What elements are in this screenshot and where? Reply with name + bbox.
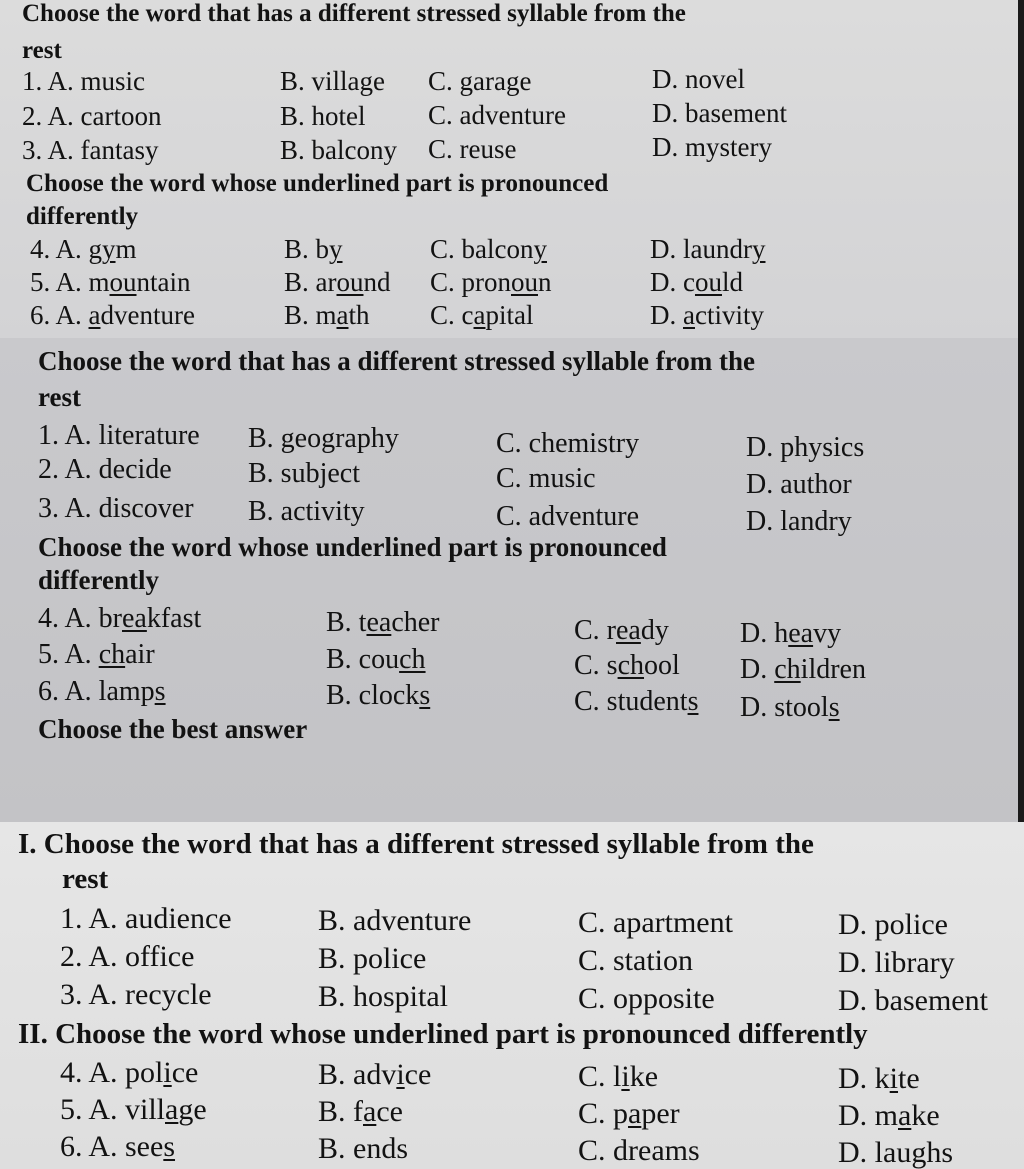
option: B. around [284,267,391,297]
option: B. couch [326,644,426,675]
worksheet-section-1 [0,0,1024,338]
option: D. heavy [740,618,842,649]
option: 3. A. discover [38,493,194,524]
option: C. apartment [578,906,733,939]
option: C. opposite [578,982,715,1015]
option: C. students [574,686,699,717]
option: D. kite [838,1062,920,1095]
option: B. geography [248,423,399,454]
option: 1. A. literature [38,420,200,451]
option: 6. A. lamps [38,676,166,707]
option: 6. A. adventure [30,300,195,330]
option: C. balcony [430,234,547,264]
option: B. clocks [326,680,431,711]
option: B. village [280,66,385,96]
option: C. garage [428,66,532,96]
option: C. ready [574,615,669,646]
option: D. laundry [650,234,766,264]
option: B. teacher [326,607,440,638]
option: C. pronoun [430,267,552,297]
option: B. hospital [318,980,449,1013]
option: 4. A. police [60,1056,199,1089]
option: C. reuse [428,134,517,164]
section-heading-continued: rest [62,863,109,895]
option: D. physics [746,432,865,463]
option: D. basement [652,98,787,128]
option: B. by [284,234,343,264]
option: B. activity [248,496,365,527]
option: D. laughs [838,1136,953,1169]
worksheet-section-3 [0,822,1024,1169]
section-heading: Choose the word that has a different stressed syllable from the [38,346,755,376]
option: B. hotel [280,101,366,131]
option: 6. A. sees [60,1130,176,1163]
section-heading: II. Choose the word whose underlined part is pronounced differently [18,1018,868,1050]
option: B. ends [318,1132,408,1165]
section-heading: I. Choose the word that has a different stressed syllable from the [18,828,814,860]
option: 4. A. breakfast [38,603,202,634]
photo-edge [1018,0,1024,822]
option: 2. A. office [60,940,195,973]
option: D. make [838,1099,940,1132]
option: C. chemistry [496,428,640,459]
option: C. like [578,1060,659,1093]
option: 5. A. chair [38,639,155,670]
option: D. novel [652,64,745,94]
option: C. dreams [578,1134,700,1167]
option: 3. A. fantasy [22,135,159,165]
option: B. face [318,1095,403,1128]
option: D. landry [746,506,852,537]
option: C. station [578,944,694,977]
option: D. mystery [652,132,772,162]
option: 3. A. recycle [60,978,212,1011]
section-heading-continued: differently [38,565,159,595]
option: D. stools [740,692,840,723]
section-heading-continued: rest [22,37,62,64]
section-heading-continued: rest [38,382,81,412]
option: 1. A. music [22,66,146,96]
option: D. author [746,469,852,500]
option: C. adventure [496,501,640,532]
option: C. school [574,650,680,681]
option: B. advice [318,1058,432,1091]
option: D. activity [650,300,764,330]
option: B. adventure [318,904,472,937]
option: C. paper [578,1097,680,1130]
option: B. subject [248,458,360,489]
section-heading: Choose the best answer [38,714,308,744]
option: 2. A. decide [38,454,172,485]
option: 5. A. mountain [30,267,191,297]
option: 5. A. village [60,1093,207,1126]
section-heading: Choose the word whose underlined part is pronounced [26,170,609,197]
option: 1. A. audience [60,902,232,935]
option: D. could [650,267,743,297]
section-heading-continued: differently [26,203,139,230]
option: C. adventure [428,100,566,130]
option: B. math [284,300,370,330]
worksheet-section-2 [0,338,1024,822]
option: 4. A. gym [30,234,137,264]
option: D. police [838,908,948,941]
option: C. capital [430,300,534,330]
option: D. library [838,946,955,979]
option: D. basement [838,984,988,1017]
option: 2. A. cartoon [22,101,162,131]
section-heading: Choose the word that has a different stressed syllable from the [22,0,686,27]
section-heading: Choose the word whose underlined part is pronounced [38,532,667,562]
option: D. children [740,654,866,685]
option: B. balcony [280,135,397,165]
option: B. police [318,942,427,975]
option: C. music [496,463,596,494]
